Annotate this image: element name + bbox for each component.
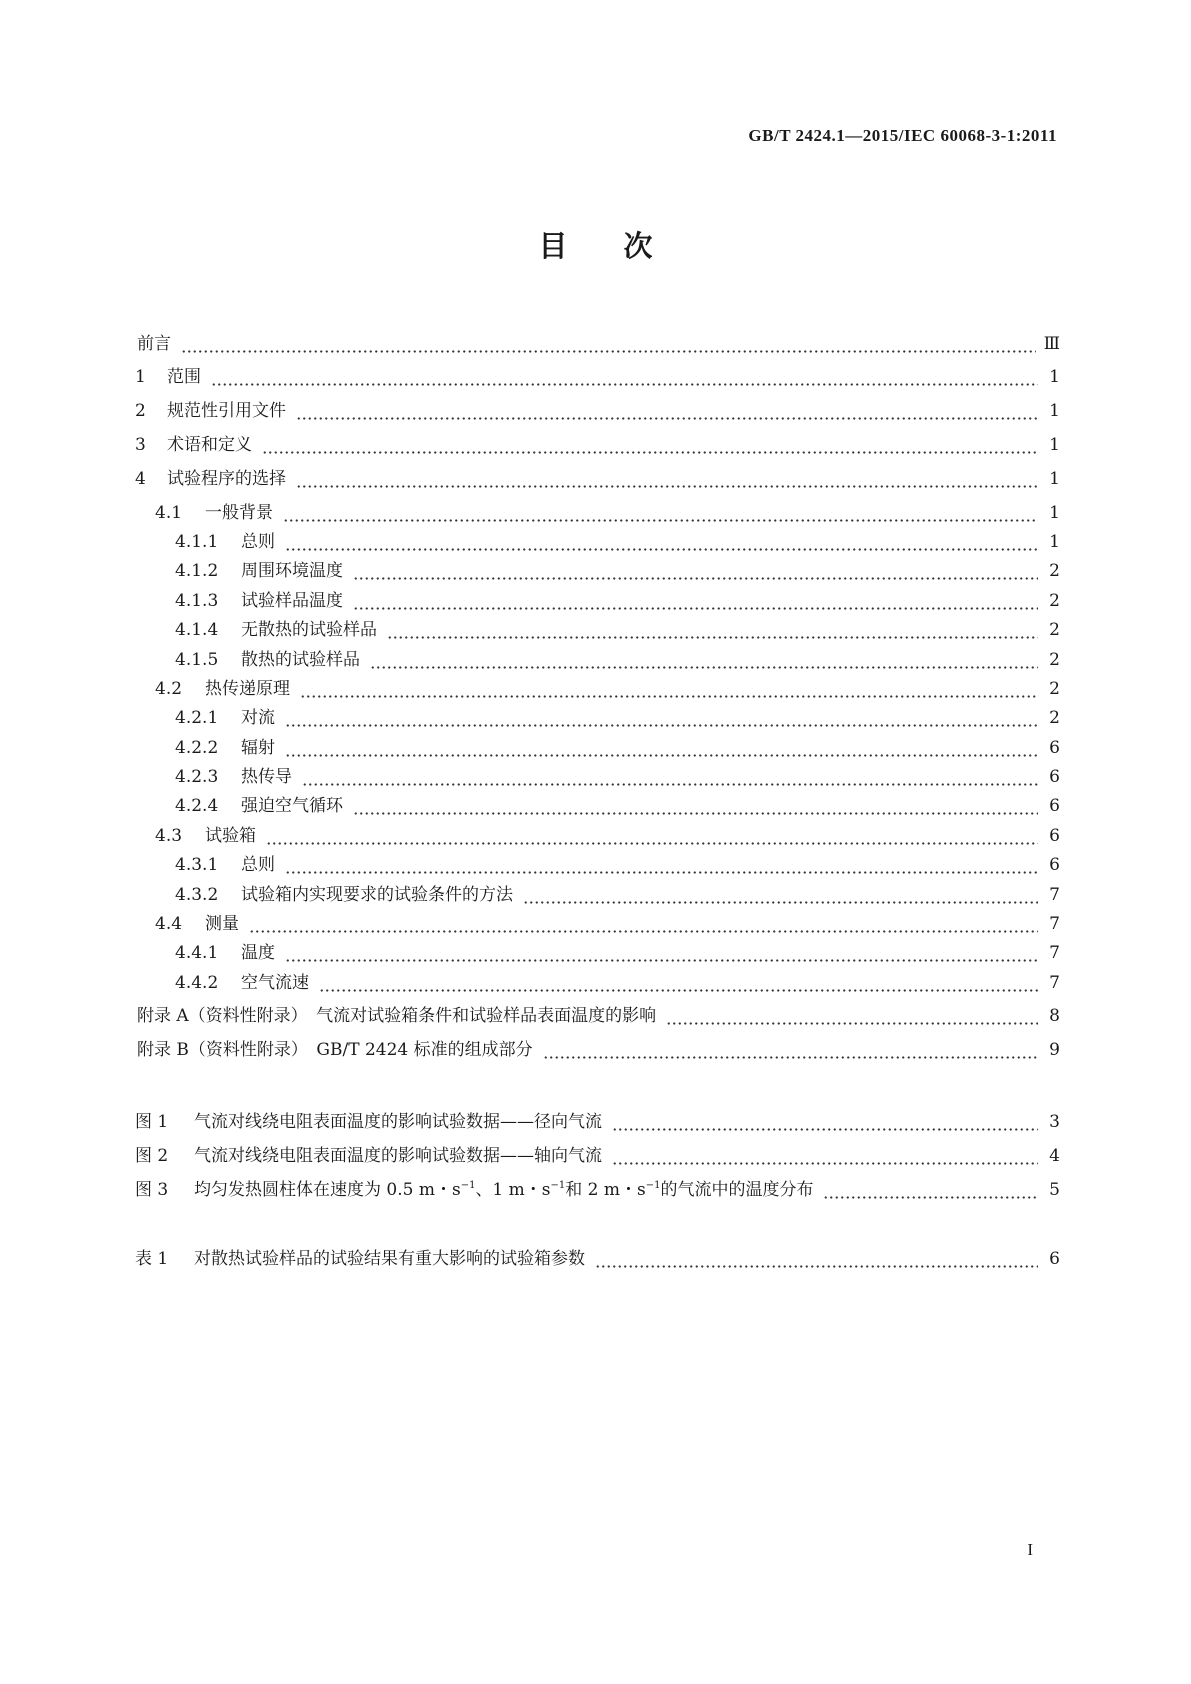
leader-dots [285,854,1038,876]
toc-entry-label: 测量 [205,914,239,934]
toc-entry-page: 1 [1049,532,1060,552]
figure-page: 5 [1049,1180,1060,1200]
figure-page: 3 [1049,1112,1060,1132]
toc-entry-page: 2 [1049,708,1060,728]
leader-dots [296,468,1038,490]
leader-dots [285,942,1038,964]
toc-entry-4-1-1[interactable] [135,525,1060,553]
toc-entry-number: 4.2.1 [175,708,219,728]
leader-dots [181,333,1036,355]
toc-entry-number: 3 [135,435,146,455]
toc-entry-label: 辐射 [241,738,275,758]
table-page: 6 [1049,1249,1060,1269]
toc-entry-label: 空气流速 [241,973,309,993]
toc-entry-number: 4.1.1 [175,532,219,552]
leader-dots [285,531,1038,553]
toc-entry-page: 2 [1049,650,1060,670]
toc-entry-4-1-5[interactable] [135,643,1060,671]
toc-entry-label: 范围 [167,367,201,387]
toc-entry-number: 2 [135,401,146,421]
leader-dots [595,1248,1038,1270]
toc-entry-page: 9 [1049,1040,1060,1060]
superscript: −1 [550,1180,566,1191]
toc-entry-4-3-1[interactable] [135,848,1060,876]
toc-entry-4-2-2[interactable] [135,731,1060,759]
toc-entry-4-1-4[interactable] [135,613,1060,641]
toc-entry-4-1[interactable] [135,496,1060,524]
toc-entry-2[interactable] [135,394,1060,422]
toc-entry-page: 6 [1049,855,1060,875]
toc-entry-4-1-3[interactable] [135,584,1060,612]
toc-entry-number: 1 [135,367,146,387]
toc-entry-annex-a[interactable] [135,999,1060,1027]
leader-dots [666,1005,1038,1027]
toc-entry-number: 4.2.3 [175,767,219,787]
toc-entry-label: 试验箱 [205,826,256,846]
table-number: 表 1 [135,1249,169,1269]
leader-dots [296,400,1038,422]
toc-entry-4-2-3[interactable] [135,760,1060,788]
toc-entry-page: 2 [1049,679,1060,699]
toc-entry-number: 4.1.3 [175,591,219,611]
toc-entry-number: 4.2 [155,679,183,699]
leader-dots [543,1039,1038,1061]
toc-entry-4-2-4[interactable] [135,789,1060,817]
toc-entry-label: 规范性引用文件 [167,401,286,421]
page-title: 目次 [538,229,709,263]
leader-dots [249,913,1038,935]
toc-entry-number: 4.2.4 [175,796,219,816]
leader-dots [211,366,1038,388]
toc-entry-page: 2 [1049,620,1060,640]
toc-entry-foreword[interactable] [135,327,1060,355]
figure-number: 图 3 [135,1180,169,1200]
toc-entry-page: 1 [1049,469,1060,489]
toc-entry-page: 6 [1049,826,1060,846]
leader-dots [285,707,1038,729]
toc-entry-label: 试验箱内实现要求的试验条件的方法 [241,885,513,905]
toc-entry-label: 无散热的试验样品 [241,620,377,640]
toc-entry-label: 温度 [241,943,275,963]
figure-label-part: 均匀发热圆柱体在速度为 0.5 m・s [194,1180,461,1200]
leader-dots [283,502,1038,524]
standard-header: GB/T 2424.1—2015/IEC 60068-3-1:2011 [748,126,1057,145]
leader-dots [266,825,1038,847]
toc-entry-page: 6 [1049,738,1060,758]
toc-entry-page: 7 [1049,914,1060,934]
toc-entry-page: 6 [1049,796,1060,816]
toc-entry-number: 4.4.2 [175,973,219,993]
toc-entry-page: 1 [1049,435,1060,455]
toc-entry-page: 7 [1049,943,1060,963]
toc-entry-4-4[interactable] [135,907,1060,935]
leader-dots [370,649,1038,671]
toc-entry-number: 4.1.4 [175,620,219,640]
figure-label-part: 、1 m・s [475,1180,551,1200]
figure-label: 气流对线绕电阻表面温度的影响试验数据——轴向气流 [194,1146,602,1166]
toc-entry-4-2[interactable] [135,672,1060,700]
toc-entry-page: 7 [1049,973,1060,993]
page-number: I [1027,1540,1033,1559]
table-label: 对散热试验样品的试验结果有重大影响的试验箱参数 [194,1249,585,1269]
toc-entry-label: 总则 [241,532,275,552]
toc-table-1[interactable] [135,1242,1060,1270]
toc-entry-page: 2 [1049,591,1060,611]
toc-entry-page: 6 [1049,767,1060,787]
toc-figure-1[interactable] [135,1105,1060,1133]
toc-entry-label: 附录 A（资料性附录） 气流对试验箱条件和试验样品表面温度的影响 [137,1006,657,1026]
leader-dots [353,590,1038,612]
toc-entry-label: 试验程序的选择 [167,469,286,489]
leader-dots [612,1145,1038,1167]
toc-entry-4-3-2[interactable] [135,878,1060,906]
toc-entry-3[interactable] [135,428,1060,456]
toc-entry-number: 4.4 [155,914,183,934]
toc-entry-label: 术语和定义 [167,435,252,455]
superscript: −1 [645,1180,661,1191]
toc-entry-number: 4.1.2 [175,561,219,581]
leader-dots [387,619,1038,641]
figure-number: 图 2 [135,1146,169,1166]
toc-entry-number: 4.1.5 [175,650,219,670]
toc-entry-number: 4.2.2 [175,738,219,758]
toc-entry-number: 4.3 [155,826,183,846]
toc-entry-number: 4 [135,469,146,489]
toc-entry-label: 散热的试验样品 [241,650,360,670]
toc-entry-page: 8 [1049,1006,1060,1026]
leader-dots [319,972,1038,994]
leader-dots [302,766,1038,788]
figure-page: 4 [1049,1146,1060,1166]
leader-dots [285,737,1038,759]
leader-dots [353,795,1038,817]
toc-entry-number: 4.3.2 [175,885,219,905]
toc-entry-page: 1 [1049,401,1060,421]
leader-dots [612,1111,1038,1133]
toc-entry-4-4-1[interactable] [135,936,1060,964]
toc-figure-2[interactable] [135,1139,1060,1167]
figure-label [192,1179,813,1201]
toc-entry-label: 附录 B（资料性附录） GB/T 2424 标准的组成部分 [137,1040,533,1060]
toc-entry-label: 前言 [137,334,171,354]
leader-dots [523,884,1038,906]
figure-number: 图 1 [135,1112,169,1132]
toc-entry-label: 一般背景 [205,503,273,523]
leader-dots [300,678,1038,700]
figure-label-part: 和 2 m・s [565,1180,646,1200]
toc-entry-page: Ⅲ [1043,334,1060,354]
toc-entry-label: 总则 [241,855,275,875]
figure-label-part: 的气流中的温度分布 [660,1180,814,1200]
toc-entry-4[interactable] [135,462,1060,490]
toc-entry-label: 热传递原理 [205,679,290,699]
toc-entry-number: 4.3.1 [175,855,219,875]
toc-entry-label: 对流 [241,708,275,728]
toc-entry-label: 试验样品温度 [241,591,343,611]
toc-entry-4-2-1[interactable] [135,701,1060,729]
toc-figure-3[interactable] [135,1173,1060,1201]
toc-entry-4-4-2[interactable] [135,966,1060,994]
toc-entry-number: 4.1 [155,503,183,523]
superscript: −1 [460,1180,476,1191]
leader-dots [262,434,1038,456]
leader-dots [823,1179,1038,1201]
toc-entry-label: 热传导 [241,767,292,787]
toc-entry-1[interactable] [135,360,1060,388]
toc-entry-label: 周围环境温度 [241,561,343,581]
toc-entry-annex-b[interactable] [135,1033,1060,1061]
toc-entry-page: 2 [1049,561,1060,581]
leader-dots [353,560,1038,582]
toc-entry-4-3[interactable] [135,819,1060,847]
toc-entry-page: 1 [1049,503,1060,523]
toc-entry-page: 1 [1049,367,1060,387]
figure-label: 气流对线绕电阻表面温度的影响试验数据——径向气流 [194,1112,602,1132]
toc-entry-label: 强迫空气循环 [241,796,343,816]
toc-entry-page: 7 [1049,885,1060,905]
toc-entry-4-1-2[interactable] [135,554,1060,582]
toc-entry-number: 4.4.1 [175,943,219,963]
